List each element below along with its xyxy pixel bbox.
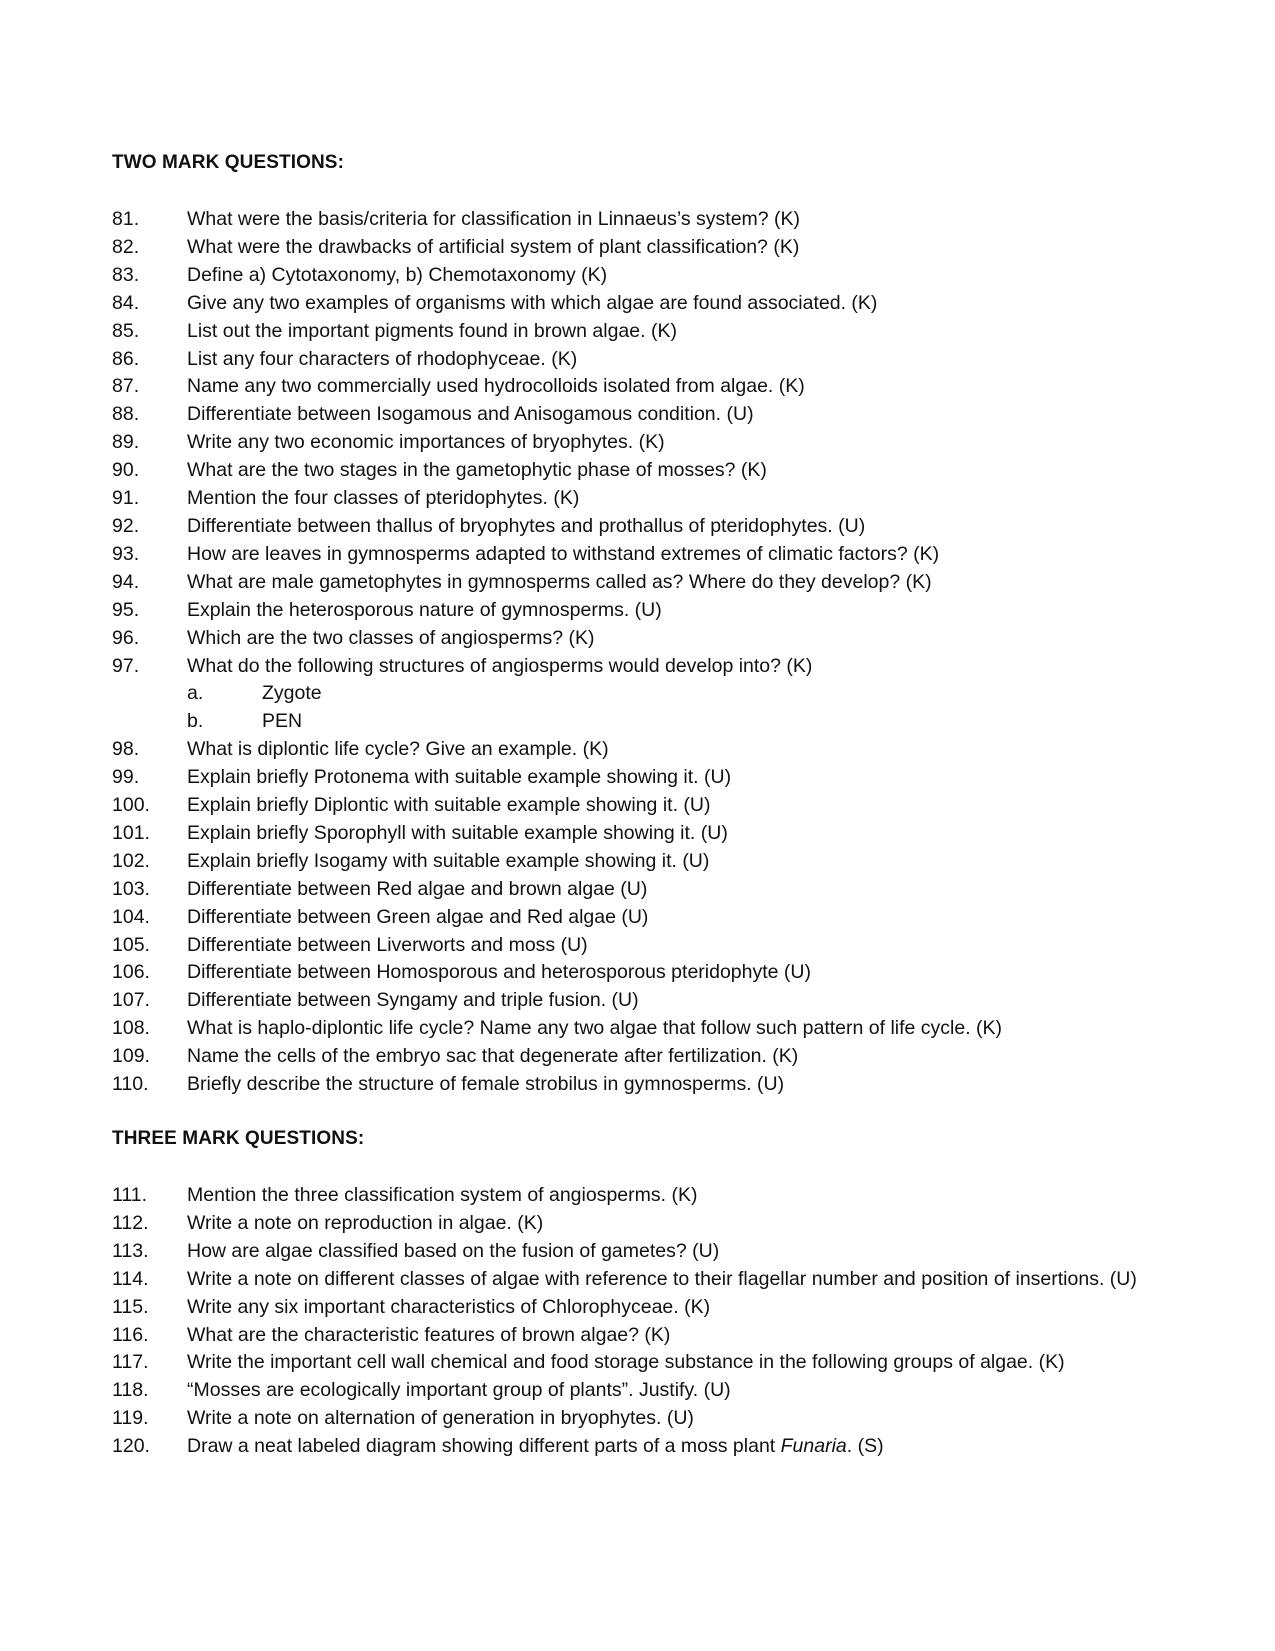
question-number: 110. <box>112 1073 149 1096</box>
sub-item-letter: b. <box>187 710 204 733</box>
question-item <box>0 318 1275 346</box>
question-text: Differentiate between Isogamous and Anisogamous condition. (U) <box>187 403 754 426</box>
question-text: Explain briefly Sporophyll with suitable example showing it. (U) <box>187 821 728 844</box>
question-text: Which are the two classes of angiosperms? (K) <box>187 626 595 649</box>
question-item <box>0 513 1275 541</box>
question-item <box>0 401 1275 429</box>
question-number: 100. <box>112 794 150 817</box>
question-item <box>0 597 1275 625</box>
question-number: 114. <box>112 1267 149 1290</box>
question-number: 83. <box>112 263 140 286</box>
question-text: How are algae classified based on the fusion of gametes? (U) <box>187 1239 720 1262</box>
question-text: Explain briefly Protonema with suitable example showing it. (U) <box>187 766 732 789</box>
question-text: Name any two commercially used hydrocolloids isolated from algae. (K) <box>187 375 805 398</box>
question-number: 94. <box>112 570 140 593</box>
sub-item-text: Zygote <box>262 682 322 705</box>
question-item <box>0 262 1275 290</box>
question-number: 97. <box>112 654 140 677</box>
question-text: Differentiate between thallus of bryophytes and prothallus of pteridophytes. (U) <box>187 514 866 537</box>
question-text: Mention the four classes of pteridophytes. (K) <box>187 487 580 510</box>
question-number: 85. <box>112 319 140 342</box>
question-item <box>0 736 1275 764</box>
question-text: Give any two examples of organisms with which algae are found associated. (K) <box>187 291 878 314</box>
question-item <box>0 290 1275 318</box>
question-text-part: . (S) <box>846 1435 884 1458</box>
question-number: 87. <box>112 375 140 398</box>
question-number: 84. <box>112 291 140 314</box>
sub-item <box>0 680 1275 708</box>
question-number: 96. <box>112 626 140 649</box>
question-number: 103. <box>112 877 150 900</box>
question-text: What is haplo-diplontic life cycle? Name any two algae that follow such pattern of life cycle. (K) <box>187 1017 1003 1040</box>
question-number: 82. <box>112 235 140 258</box>
question-list-two-mark <box>0 206 1275 1099</box>
question-item <box>0 1294 1275 1322</box>
question-item <box>0 1238 1275 1266</box>
question-text: What are male gametophytes in gymnosperms called as? Where do they develop? (K) <box>187 570 932 593</box>
section-heading-three-mark: THREE MARK QUESTIONS: <box>112 1128 365 1149</box>
question-item <box>0 1377 1275 1405</box>
question-item <box>0 792 1275 820</box>
question-item <box>0 987 1275 1015</box>
question-number: 98. <box>112 738 140 761</box>
question-number: 90. <box>112 459 140 482</box>
sub-item-letter: a. <box>187 682 204 705</box>
question-number: 92. <box>112 514 140 537</box>
question-item <box>0 1433 1275 1461</box>
question-text: How are leaves in gymnosperms adapted to withstand extremes of climatic factors? (K) <box>187 542 940 565</box>
question-item <box>0 206 1275 234</box>
question-item <box>0 234 1275 262</box>
question-text: Mention the three classification system of angiosperms. (K) <box>187 1184 698 1206</box>
question-text: Briefly describe the structure of female strobilus in gymnosperms. (U) <box>187 1073 785 1096</box>
question-number: 120. <box>112 1435 150 1458</box>
question-item <box>0 1405 1275 1433</box>
section-heading-two-mark: TWO MARK QUESTIONS: <box>112 152 344 173</box>
question-number: 102. <box>112 849 150 872</box>
question-number: 99. <box>112 766 140 789</box>
question-number: 116. <box>112 1323 149 1346</box>
question-text: Explain the heterosporous nature of gymnosperms. (U) <box>187 598 662 621</box>
question-text: Differentiate between Homosporous and heterosporous pteridophyte (U) <box>187 961 811 984</box>
question-number: 95. <box>112 598 140 621</box>
question-item <box>0 485 1275 513</box>
question-number: 105. <box>112 933 150 956</box>
question-number: 101. <box>112 821 150 844</box>
question-number: 108. <box>112 1017 150 1040</box>
question-text: List out the important pigments found in brown algae. (K) <box>187 319 677 342</box>
question-number: 115. <box>112 1295 149 1318</box>
question-text: Differentiate between Liverworts and moss (U) <box>187 933 588 956</box>
question-text: What do the following structures of angiosperms would develop into? (K) <box>187 654 813 677</box>
question-number: 113. <box>112 1239 149 1262</box>
question-item <box>0 932 1275 960</box>
question-item <box>0 569 1275 597</box>
question-item <box>0 848 1275 876</box>
question-text: “Mosses are ecologically important group of plants”. Justify. (U) <box>187 1379 731 1402</box>
sub-item-text: PEN <box>262 710 303 733</box>
question-text <box>187 1433 1157 1461</box>
question-text: Write the important cell wall chemical and food storage substance in the following groups of algae. (K) <box>187 1351 1065 1374</box>
question-item <box>0 1043 1275 1071</box>
question-number: 91. <box>112 487 140 510</box>
question-number: 86. <box>112 347 140 370</box>
species-name: Funaria <box>780 1435 847 1458</box>
question-text: What are the two stages in the gametophytic phase of mosses? (K) <box>187 459 767 482</box>
question-text: Write a note on alternation of generation in bryophytes. (U) <box>187 1407 694 1430</box>
question-text: Write any six important characteristics of Chlorophyceae. (K) <box>187 1295 711 1318</box>
question-item <box>0 764 1275 792</box>
question-text: Write a note on reproduction in algae. (K) <box>187 1211 544 1234</box>
question-number: 89. <box>112 431 140 454</box>
question-number: 119. <box>112 1407 149 1430</box>
question-text: What were the drawbacks of artificial system of plant classification? (K) <box>187 235 800 258</box>
question-text: Differentiate between Green algae and Red algae (U) <box>187 905 649 928</box>
question-number: 111. <box>112 1184 148 1206</box>
question-text: Write any two economic importances of bryophytes. (K) <box>187 431 665 454</box>
question-number: 88. <box>112 403 140 426</box>
question-item <box>0 429 1275 457</box>
question-item <box>0 1349 1275 1377</box>
question-item <box>0 346 1275 374</box>
question-text: Differentiate between Red algae and brown algae (U) <box>187 877 648 900</box>
question-item <box>0 1210 1275 1238</box>
question-item <box>0 820 1275 848</box>
question-number: 107. <box>112 989 150 1012</box>
question-number: 104. <box>112 905 150 928</box>
question-item <box>0 653 1275 681</box>
sub-item <box>0 708 1275 736</box>
question-number: 81. <box>112 208 140 230</box>
question-number: 93. <box>112 542 140 565</box>
question-text: Define a) Cytotaxonomy, b) Chemotaxonomy (K) <box>187 263 608 286</box>
question-number: 112. <box>112 1211 149 1234</box>
question-number: 106. <box>112 961 150 984</box>
question-text: Explain briefly Isogamy with suitable example showing it. (U) <box>187 849 710 872</box>
question-item <box>0 625 1275 653</box>
question-text: Name the cells of the embryo sac that degenerate after fertilization. (K) <box>187 1045 799 1068</box>
question-item <box>0 541 1275 569</box>
question-number: 109. <box>112 1045 150 1068</box>
question-item <box>0 904 1275 932</box>
question-item <box>0 1322 1275 1350</box>
question-list-three-mark <box>0 1182 1275 1461</box>
question-text: List any four characters of rhodophyceae. (K) <box>187 347 578 370</box>
question-number: 118. <box>112 1379 149 1402</box>
question-text: Explain briefly Diplontic with suitable example showing it. (U) <box>187 794 711 817</box>
question-item <box>0 1015 1275 1043</box>
question-text: What is diplontic life cycle? Give an example. (K) <box>187 738 609 761</box>
question-item <box>0 373 1275 401</box>
question-item <box>0 959 1275 987</box>
question-text-part: Draw a neat labeled diagram showing different parts of a moss plant <box>187 1435 781 1458</box>
question-text: What were the basis/criteria for classification in Linnaeus’s system? (K) <box>187 208 801 230</box>
question-item <box>0 876 1275 904</box>
question-item <box>0 1182 1275 1210</box>
question-item <box>0 1071 1275 1099</box>
question-item <box>0 457 1275 485</box>
question-item <box>0 1266 1275 1294</box>
question-text: What are the characteristic features of brown algae? (K) <box>187 1323 671 1346</box>
question-number: 117. <box>112 1351 149 1374</box>
question-text: Differentiate between Syngamy and triple fusion. (U) <box>187 989 639 1012</box>
question-text: Write a note on different classes of algae with reference to their flagellar number and position of insertions. (U) <box>187 1267 1137 1290</box>
